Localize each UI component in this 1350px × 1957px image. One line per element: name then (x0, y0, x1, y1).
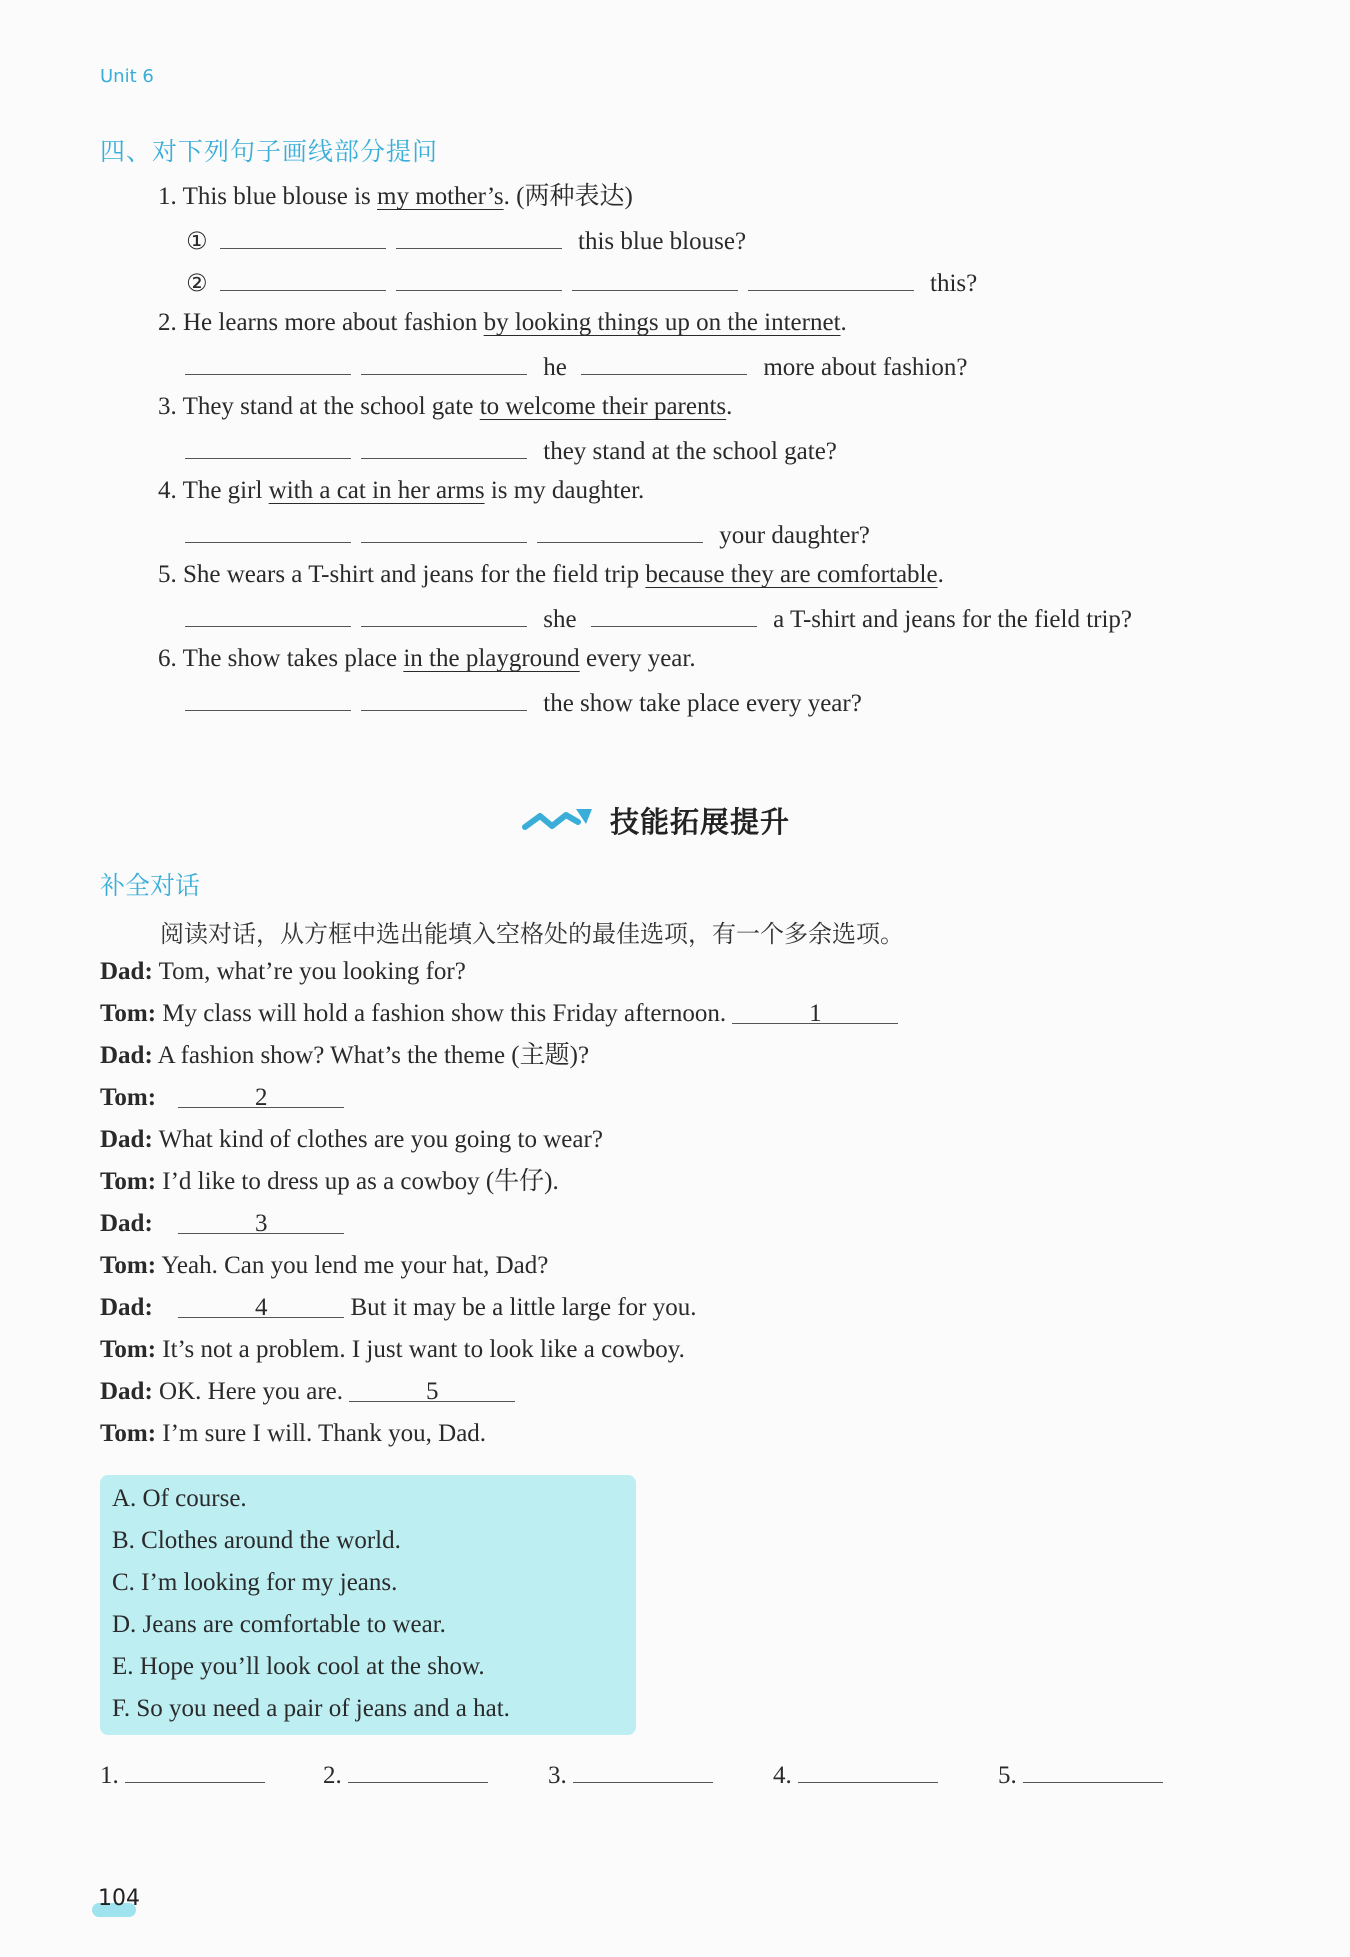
dialogue-blank[interactable]: 5 (349, 1377, 515, 1402)
dialogue-line: Tom: My class will hold a fashion show this Friday afternoon. 1 (100, 999, 898, 1029)
answer-blank[interactable] (572, 266, 738, 291)
dialogue-blank[interactable]: 1 (732, 999, 898, 1024)
answer-blank[interactable] (396, 266, 562, 291)
answer-slot-1: 1. (100, 1758, 275, 1790)
dialogue-line: Dad: Tom, what’re you looking for? (100, 958, 466, 985)
skill-title: 技能拓展提升 (610, 804, 791, 839)
answer-slot-2: 2. (323, 1758, 498, 1790)
dialogue-line: Dad: What kind of clothes are you going to wear? (100, 1126, 603, 1153)
dialogue-title: 补全对话 (100, 871, 201, 900)
dialogue-line: Tom: 2 (100, 1083, 344, 1113)
answer-blank[interactable] (748, 266, 914, 291)
dialogue-line: Dad: 4 But it may be a little large for you. (100, 1294, 697, 1321)
dialogue-line: Tom: I’m sure I will. Thank you, Dad. (100, 1420, 487, 1447)
dialogue-line: Tom: Yeah. Can you lend me your hat, Dad? (100, 1252, 549, 1279)
dialogue-line: Dad: A fashion show? What’s the theme (主题)? (100, 1042, 590, 1069)
skill-section-header (522, 800, 790, 840)
answer-blank[interactable] (220, 266, 386, 291)
question-4: 4. The girl with a cat in her arms is my daughter. (158, 477, 645, 504)
answer-blank[interactable] (396, 224, 562, 249)
answer-2: he more about fashion? (185, 350, 967, 383)
answer-blank[interactable] (185, 602, 351, 627)
answer-blank[interactable] (185, 434, 351, 459)
underlined-part: because they are comfortable (645, 561, 938, 588)
trend-arrow-icon (522, 805, 594, 835)
dialogue-line: Dad: OK. Here you are. 5 (100, 1377, 515, 1407)
underlined-part: to welcome their parents (479, 393, 727, 420)
dialogue-line: Tom: I’d like to dress up as a cowboy (牛仔). (100, 1168, 559, 1195)
answer-blank[interactable] (1023, 1758, 1163, 1783)
underlined-part: my mother’s (377, 183, 504, 210)
question-1: 1. This blue blouse is my mother’s. (两种表达) (158, 183, 633, 210)
answer-blank[interactable] (537, 518, 703, 543)
answer-5: she a T-shirt and jeans for the field trip? (185, 602, 1132, 635)
answer-3: they stand at the school gate? (185, 434, 837, 467)
answer-blank[interactable] (185, 518, 351, 543)
answer-blank[interactable] (185, 686, 351, 711)
answer-6: the show take place every year? (185, 686, 862, 719)
answer-blank[interactable] (361, 350, 527, 375)
section-title: 四、对下列句子画线部分提问 (100, 137, 439, 166)
question-2: 2. He learns more about fashion by looking things up on the internet. (158, 309, 847, 336)
answer-blank[interactable] (185, 350, 351, 375)
answer-slot-3: 3. (548, 1758, 723, 1790)
option-a: A. Of course. (112, 1485, 247, 1512)
answer-blank[interactable] (581, 350, 747, 375)
option-c: C. I’m looking for my jeans. (112, 1569, 398, 1596)
answer-slot-4: 4. (773, 1758, 948, 1790)
answer-slot-5: 5. (998, 1758, 1173, 1790)
option-b: B. Clothes around the world. (112, 1527, 401, 1554)
answer-blank[interactable] (348, 1758, 488, 1783)
answer-4: your daughter? (185, 518, 870, 551)
answer-blank[interactable] (220, 224, 386, 249)
answer-blank[interactable] (361, 686, 527, 711)
answer-blank[interactable] (361, 602, 527, 627)
answer-blank[interactable] (591, 602, 757, 627)
question-6: 6. The show takes place in the playground every year. (158, 645, 696, 672)
dialogue-blank[interactable]: 3 (178, 1209, 344, 1234)
option-d: D. Jeans are comfortable to wear. (112, 1611, 446, 1638)
option-e: E. Hope you’ll look cool at the show. (112, 1653, 485, 1680)
answer-blank[interactable] (125, 1758, 265, 1783)
underlined-part: in the playground (403, 645, 580, 672)
unit-label: Unit 6 (100, 66, 154, 87)
dialogue-line: Tom: It’s not a problem. I just want to look like a cowboy. (100, 1336, 685, 1363)
instruction-text: 阅读对话，从方框中选出能填入空格处的最佳选项，有一个多余选项。 (160, 920, 904, 948)
answer-blank[interactable] (573, 1758, 713, 1783)
underlined-part: with a cat in her arms (268, 477, 485, 504)
answer-1a: ① this blue blouse? (186, 224, 746, 257)
answer-blank[interactable] (798, 1758, 938, 1783)
answer-blank[interactable] (361, 518, 527, 543)
page-number: 104 (98, 1886, 140, 1911)
answer-blank[interactable] (361, 434, 527, 459)
answer-1b: ② this? (186, 266, 977, 299)
dialogue-line: Dad: 3 (100, 1209, 344, 1239)
dialogue-blank[interactable]: 4 (178, 1293, 344, 1318)
question-3: 3. They stand at the school gate to welcome their parents. (158, 393, 733, 420)
underlined-part: by looking things up on the internet (483, 309, 841, 336)
question-5: 5. She wears a T-shirt and jeans for the field trip because they are comfortable. (158, 561, 944, 588)
dialogue-blank[interactable]: 2 (178, 1083, 344, 1108)
option-f: F. So you need a pair of jeans and a hat. (112, 1695, 510, 1722)
